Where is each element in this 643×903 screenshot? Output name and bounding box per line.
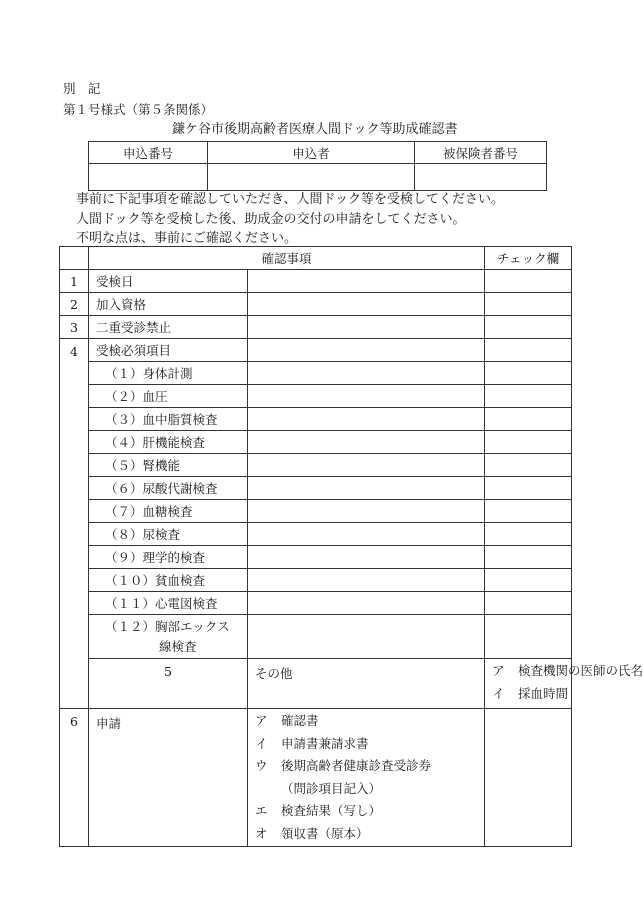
row-details: ア 検査機関の医師の氏名 イ 採血時間 — [485, 659, 572, 709]
row-number: 6 — [60, 709, 89, 847]
table-row — [60, 709, 572, 847]
sub-item-label: （５）腎機能 — [89, 454, 248, 477]
row-number: 5 — [89, 659, 248, 709]
check-cell[interactable] — [485, 293, 572, 316]
sub-item-label: （３）血中脂質検査 — [89, 408, 248, 431]
row-number: 4 — [60, 339, 89, 709]
table-row — [60, 293, 572, 316]
row-label: 二重受診禁止 — [89, 316, 248, 339]
table-row — [60, 569, 572, 592]
check-cell[interactable] — [485, 709, 572, 847]
row-label: 受検日 — [89, 270, 248, 293]
table-row — [60, 659, 572, 709]
table-row — [60, 316, 572, 339]
table-row — [60, 454, 572, 477]
table-row — [60, 431, 572, 454]
table-row — [60, 408, 572, 431]
table-row — [60, 270, 572, 293]
row-number: 2 — [60, 293, 89, 316]
application-number-field[interactable] — [89, 164, 208, 191]
form-number: 第１号様式（第５条関係） — [63, 102, 214, 117]
row-number: 1 — [60, 270, 89, 293]
table-row — [60, 592, 572, 615]
insured-number-field[interactable] — [415, 164, 547, 191]
header-application-number: 申込番号 — [89, 142, 208, 164]
header-applicant: 申込者 — [208, 142, 415, 164]
check-cell[interactable] — [485, 500, 572, 523]
check-cell[interactable] — [485, 615, 572, 659]
checklist-table — [59, 246, 643, 847]
row-label: 申請 — [89, 709, 248, 847]
table-row — [60, 546, 572, 569]
check-cell[interactable] — [485, 316, 572, 339]
instruction-line-3: 不明な点は、事前にご確認ください。 — [76, 231, 298, 246]
sub-item-label: （９）理学的検査 — [89, 546, 248, 569]
check-cell[interactable] — [485, 592, 572, 615]
check-cell[interactable] — [485, 569, 572, 592]
sub-item-label: （２）血圧 — [89, 385, 248, 408]
sub-item-label: （１０）貧血検査 — [89, 569, 248, 592]
check-cell[interactable] — [485, 546, 572, 569]
applicant-table — [88, 141, 547, 191]
header-check-items: 確認事項 — [89, 247, 485, 270]
annex-label: 別 記 — [63, 81, 101, 96]
row-label: 受検必須項目 — [89, 339, 248, 362]
row-number: 3 — [60, 316, 89, 339]
check-cell[interactable] — [485, 385, 572, 408]
sub-item-label: （６）尿酸代謝検査 — [89, 477, 248, 500]
table-row — [60, 362, 572, 385]
check-cell[interactable] — [485, 408, 572, 431]
sub-item-label: （４）肝機能検査 — [89, 431, 248, 454]
check-cell[interactable] — [485, 523, 572, 546]
header-insured-number: 被保険者番号 — [415, 142, 547, 164]
sub-item-label: （１１）心電図検査 — [89, 592, 248, 615]
table-row — [60, 477, 572, 500]
table-row — [60, 339, 572, 362]
check-cell[interactable] — [485, 454, 572, 477]
sub-item-label: （１）身体計測 — [89, 362, 248, 385]
check-cell[interactable] — [485, 431, 572, 454]
document-title: 鎌ケ谷市後期高齢者医療人間ドック等助成確認書 — [172, 122, 458, 137]
check-cell[interactable] — [485, 362, 572, 385]
sub-item-label: （８）尿検査 — [89, 523, 248, 546]
check-cell[interactable] — [485, 339, 572, 362]
check-cell[interactable] — [485, 270, 572, 293]
table-header-row — [60, 247, 572, 270]
row-label: 加入資格 — [89, 293, 248, 316]
table-row — [60, 615, 572, 659]
table-row — [60, 500, 572, 523]
check-cell[interactable] — [485, 477, 572, 500]
sub-item-label: （１２）胸部エックス 線検査 — [89, 615, 248, 659]
header-check-column: チェック欄 — [485, 247, 572, 270]
row-label: その他 — [248, 659, 485, 709]
instruction-line-1: 事前に下記事項を確認していただき、人間ドック等を受検してください。 — [76, 192, 504, 207]
table-row — [60, 523, 572, 546]
row-details: ア 確認書 イ 申請書兼請求書 ウ 後期高齢者健康診査受診券 （問診項目記入） エ 検査結果（写し） オ 領収書（原本） — [248, 709, 485, 847]
applicant-field[interactable] — [208, 164, 415, 191]
sub-item-label: （７）血糖検査 — [89, 500, 248, 523]
instruction-line-2: 人間ドック等を受検した後、助成金の交付の申請をしてください。 — [76, 212, 466, 227]
table-row — [60, 385, 572, 408]
